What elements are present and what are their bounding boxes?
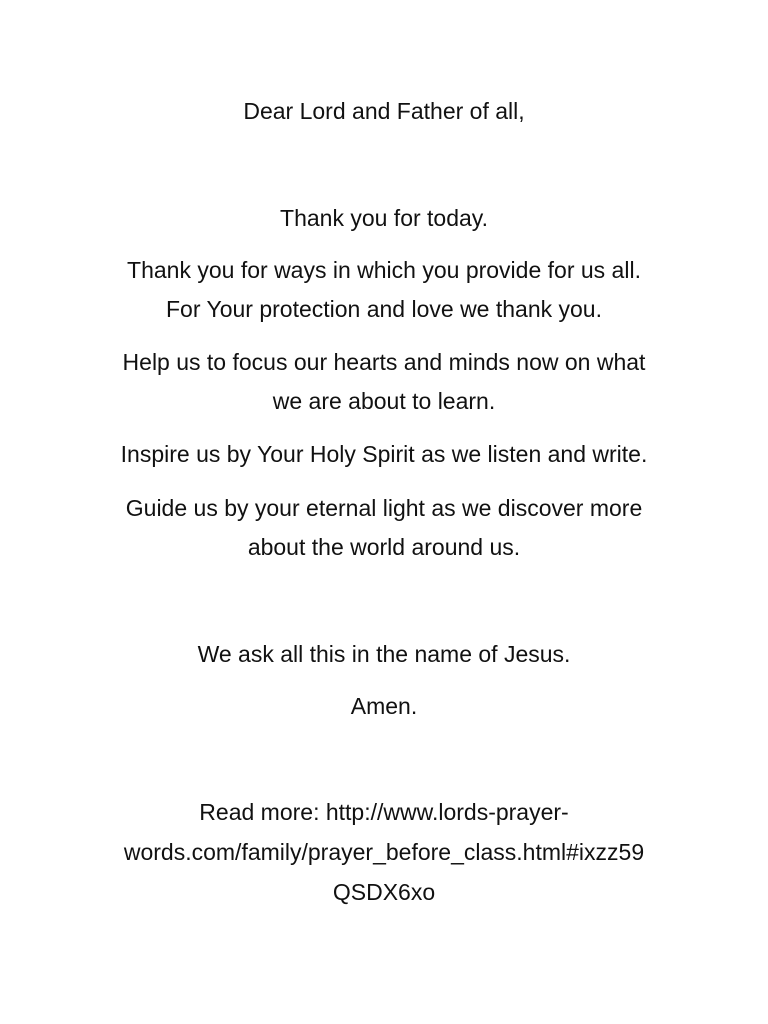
paragraph-provision-line-2: For Your protection and love we thank you. [165,296,602,322]
salutation: Dear Lord and Father of all, [243,98,525,124]
source-link-line-1: Read more: http://www.lords-prayer- [199,799,569,825]
amen-line: Amen. [350,693,418,719]
paragraph-guide-line-2: about the world around us. [247,534,521,560]
source-link-line-3: QSDX6xo [332,879,436,905]
paragraph-focus-line-1: Help us to focus our hearts and minds now on what [122,349,646,375]
paragraph-focus-line-2: we are about to learn. [272,388,496,414]
paragraph-inspire: Inspire us by Your Holy Spirit as we listen and write. [120,441,648,467]
paragraph-guide-line-1: Guide us by your eternal light as we discover more [125,495,643,521]
closing-line: We ask all this in the name of Jesus. [197,641,571,667]
paragraph-provision-line-1: Thank you for ways in which you provide for us all. [127,257,641,283]
source-link-line-2: words.com/family/prayer_before_class.html#ixzz59 [123,839,645,865]
paragraph-thanks-today: Thank you for today. [280,205,488,231]
